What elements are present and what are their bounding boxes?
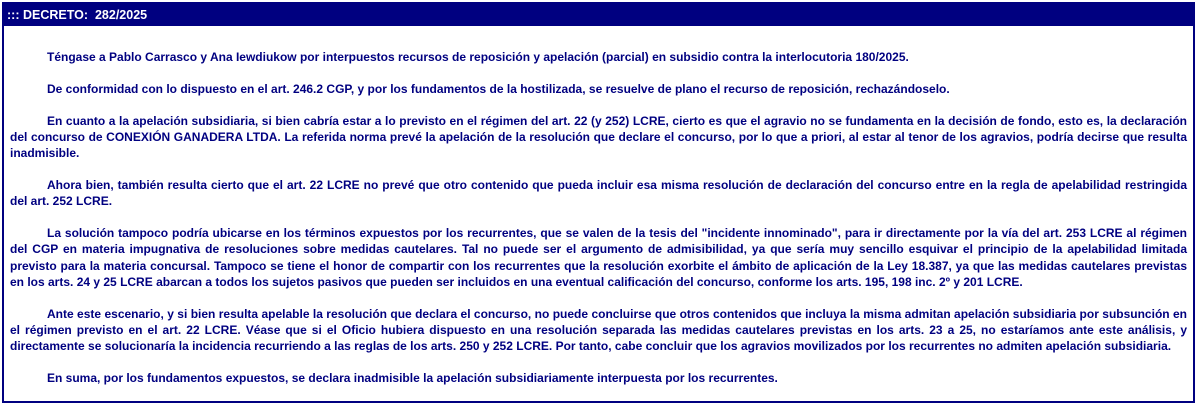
paragraph-5: La solución tampoco podría ubicarse en los términos expuestos por los recurrentes, que se valen de la tesis del "incidente innominado", para ir directamente por la vía del art. 253 LCRE al régimen del CGP en materia impugnativa de resoluciones sobre medidas cautelares. Tal no puede ser el argumento de admisibilidad, ya que sería muy sencillo esquivar el principio de la apelabilidad limitada previsto para la materia concursal. Tampoco se tiene el honor de compartir con los recurrentes que la resolución exorbite el ámbito de aplicación de la Ley 18.387, ya que las medidas cautelares previstas en los arts. 24 y 25 LCRE abarcan a todos los sujetos pasivos que pueden ser incluidos en una eventual calificación del concurso, conforme los arts. 195, 198 inc. 2º y 201 LCRE. [10, 226, 1187, 289]
decreto-number: 282/2025 [94, 8, 148, 22]
decreto-body [4, 26, 1193, 386]
decreto-panel [2, 2, 1195, 403]
paragraph-7: En suma, por los fundamentos expuestos, se declara inadmisible la apelación subsidiariamente interpuesta por los recurrentes. [47, 371, 778, 386]
decreto-header-label: ::: DECRETO: [7, 8, 89, 22]
paragraph-1: Téngase a Pablo Carrasco y Ana Iewdiukow por interpuestos recursos de reposición y apelación (parcial) en subsidio contra la interlocutoria 180/2025. [47, 50, 909, 64]
paragraph-3: En cuanto a la apelación subsidiaria, si bien cabría estar a lo previsto en el régimen del art. 22 (y 252) LCRE, cierto es que el agravio no se fundamenta en la decisión de fondo, esto es, la declaración del concurso de CONEXIÓN GANADERA LTDA. La referida norma prevé la apelación de la resolución que declare el concurso, por lo que a priori, al estar al tenor de los agravios, podría decirse que resulta inadmisible. [10, 113, 1187, 161]
paragraph-4: Ahora bien, también resulta cierto que el art. 22 LCRE no prevé que otro contenido que pueda incluir esa misma resolución de declaración del concurso entre en la regla de apelabilidad restringida del art. 252 LCRE. [10, 177, 1187, 209]
decreto-header [4, 4, 1193, 26]
paragraph-2: De conformidad con lo dispuesto en el art. 246.2 CGP, y por los fundamentos de la hostilizada, se resuelve de plano el recurso de reposición, rechazándoselo. [47, 81, 950, 96]
paragraph-6: Ante este escenario, y si bien resulta apelable la resolución que declara el concurso, no puede concluirse que otros contenidos que incluya la misma admitan apelación subsidiaria por subsunción en el régimen previsto en el art. 22 LCRE. Véase que si el Oficio hubiera dispuesto en una resolución separada las medidas cautelares previstas en los arts. 23 a 25, no estaríamos ante este análisis, y directamente se solucionaría la incidencia recurriendo a las reglas de los arts. 250 y 252 LCRE. Por tanto, cabe concluir que los agravios movilizados por los recurrentes no admiten apelación subsidiaria. [10, 306, 1187, 354]
